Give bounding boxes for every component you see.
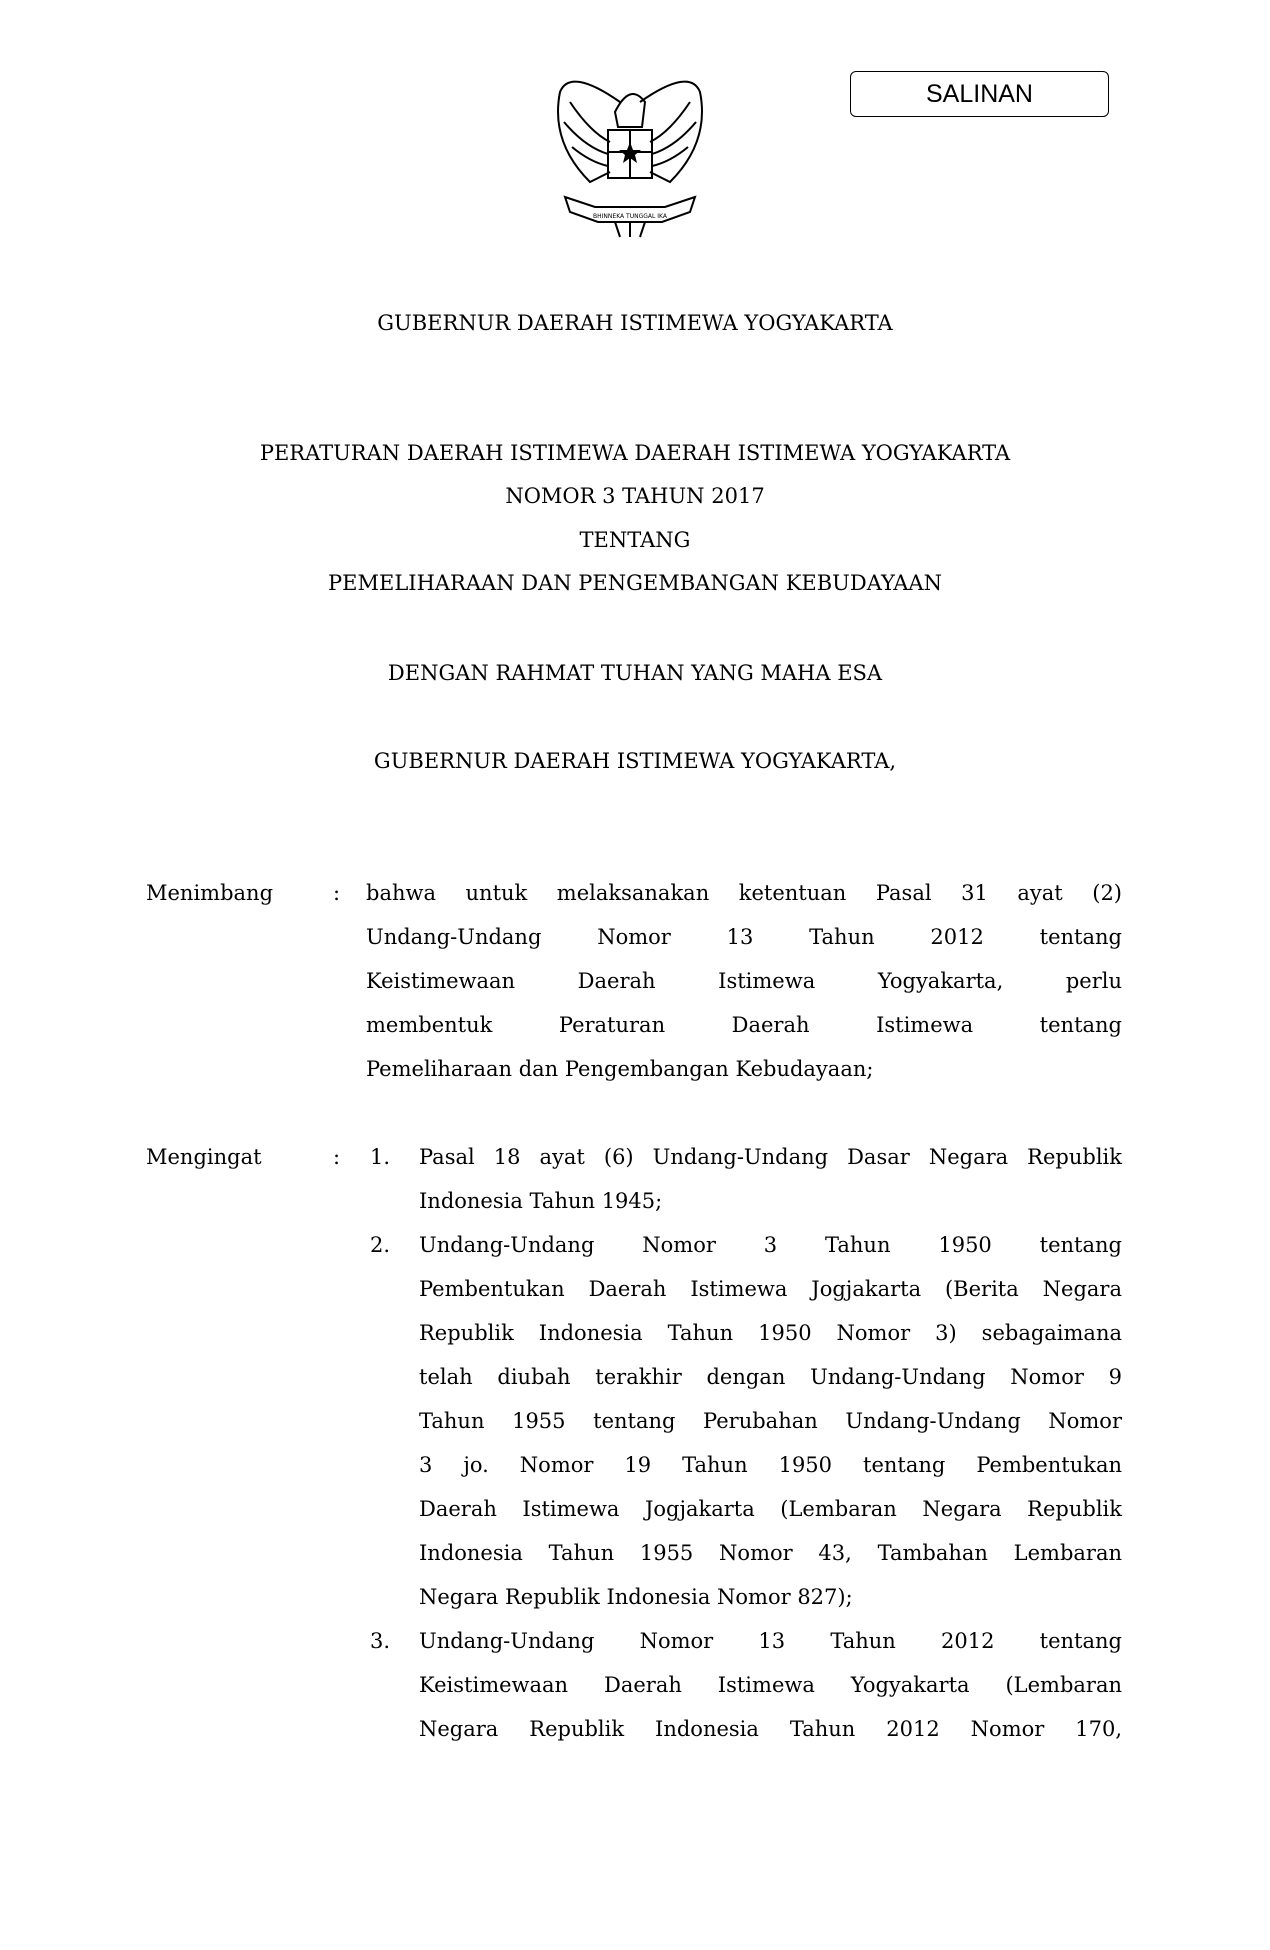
regulation-subject: PEMELIHARAAN DAN PENGEMBANGAN KEBUDAYAAN bbox=[328, 571, 942, 595]
text-line: Undang-Undang Nomor 3 Tahun 1950 tentang bbox=[419, 1233, 1122, 1257]
mengingat-colon: : bbox=[333, 1145, 341, 1169]
text-line: Pemeliharaan dan Pengembangan Kebudayaan; bbox=[366, 1057, 874, 1081]
text-line: Tahun 1955 tentang Perubahan Undang-Undang Nomor bbox=[419, 1409, 1122, 1433]
mengingat-label: Mengingat bbox=[146, 1145, 262, 1169]
text-line: Pasal 18 ayat (6) Undang-Undang Dasar Negara Republik bbox=[419, 1145, 1122, 1169]
governor-line: GUBERNUR DAERAH ISTIMEWA YOGYAKARTA, bbox=[373, 749, 897, 773]
text-line: Indonesia Tahun 1955 Nomor 43, Tambahan Lembaran bbox=[419, 1541, 1122, 1565]
item-number: 2. bbox=[370, 1233, 391, 1257]
text-line: Keistimewaan Daerah Istimewa Yogyakarta (Lembaran bbox=[419, 1673, 1122, 1697]
text-line: Undang-Undang Nomor 13 Tahun 2012 tentang bbox=[366, 925, 1122, 949]
regulation-number: NOMOR 3 TAHUN 2017 bbox=[505, 484, 765, 508]
menimbang-label: Menimbang bbox=[146, 881, 274, 905]
text-line: 3 jo. Nomor 19 Tahun 1950 tentang Pembentukan bbox=[419, 1453, 1122, 1477]
salinan-label: SALINAN bbox=[926, 79, 1033, 108]
text-line: Keistimewaan Daerah Istimewa Yogyakarta, perlu bbox=[366, 969, 1122, 993]
text-line: Undang-Undang Nomor 13 Tahun 2012 tentang bbox=[419, 1629, 1122, 1653]
list-item bbox=[419, 1223, 1122, 1619]
garuda-emblem-icon bbox=[550, 72, 710, 238]
text-line: Republik Indonesia Tahun 1950 Nomor 3) sebagaimana bbox=[419, 1321, 1122, 1345]
list-item bbox=[419, 1135, 1122, 1223]
blessing-line: DENGAN RAHMAT TUHAN YANG MAHA ESA bbox=[387, 661, 883, 685]
text-line: Daerah Istimewa Jogjakarta (Lembaran Negara Republik bbox=[419, 1497, 1122, 1521]
text-line: Pembentukan Daerah Istimewa Jogjakarta (Berita Negara bbox=[419, 1277, 1122, 1301]
authority-heading: GUBERNUR DAERAH ISTIMEWA YOGYAKARTA bbox=[377, 311, 893, 335]
text-line: bahwa untuk melaksanakan ketentuan Pasal 31 ayat (2) bbox=[366, 881, 1122, 905]
menimbang-colon: : bbox=[333, 881, 341, 905]
text-line: Indonesia Tahun 1945; bbox=[419, 1189, 663, 1213]
salinan-stamp bbox=[850, 71, 1109, 117]
menimbang-text bbox=[366, 871, 1122, 1091]
emblem-motto: BHINNEKA TUNGGAL IKA bbox=[593, 213, 667, 220]
text-line: membentuk Peraturan Daerah Istimewa tentang bbox=[366, 1013, 1122, 1037]
text-line: Negara Republik Indonesia Tahun 2012 Nomor 170, bbox=[419, 1717, 1122, 1741]
text-line: telah diubah terakhir dengan Undang-Undang Nomor 9 bbox=[419, 1365, 1122, 1389]
text-line: Negara Republik Indonesia Nomor 827); bbox=[419, 1585, 853, 1609]
item-number: 1. bbox=[370, 1145, 391, 1169]
regulation-title: PERATURAN DAERAH ISTIMEWA DAERAH ISTIMEWA YOGYAKARTA bbox=[259, 441, 1011, 465]
item-number: 3. bbox=[370, 1629, 391, 1653]
list-item bbox=[419, 1619, 1122, 1751]
about-heading: TENTANG bbox=[579, 528, 691, 552]
